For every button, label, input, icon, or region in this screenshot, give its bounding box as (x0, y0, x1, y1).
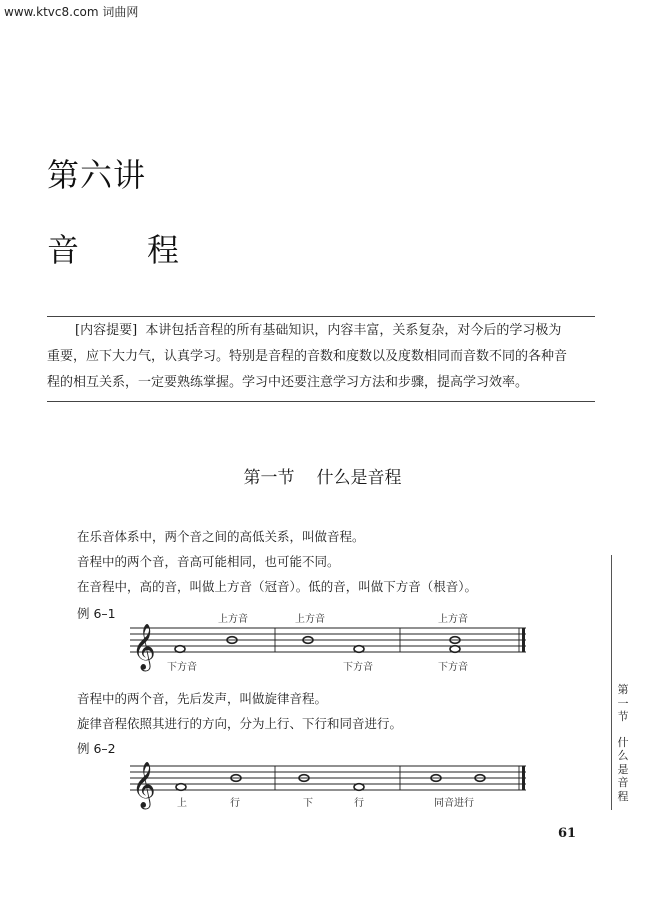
direction-label: 下 (303, 798, 313, 809)
paragraph-3: 在音程中，高的音，叫做上方音（冠音）。低的音，叫做下方音（根音）。 (77, 579, 478, 594)
sidebar-running-head (616, 683, 630, 803)
lower-note-label: 下方音 (343, 662, 373, 673)
lower-note-label: 下方音 (167, 662, 197, 673)
section-number: 第一节 (243, 468, 295, 488)
section-title: 什么是音程 (316, 468, 402, 488)
paragraph-4: 音程中的两个音，先后发声，叫做旋律音程。 (77, 691, 328, 706)
sidebar-section (616, 683, 630, 724)
summary-label: [内容提要] (75, 323, 138, 338)
direction-label: 同音进行 (434, 798, 474, 809)
direction-label: 上 (177, 798, 187, 809)
sidebar-rule (611, 555, 612, 810)
upper-note-label: 上方音 (295, 614, 325, 625)
example-2-staff (130, 750, 530, 810)
paragraph-1: 在乐音体系中，两个音之间的高低关系，叫做音程。 (77, 529, 365, 544)
lecture-number-title: 第六讲 (47, 156, 147, 194)
upper-note-label: 上方音 (438, 614, 468, 625)
page-number: 61 (558, 826, 577, 841)
note-lower-1 (175, 646, 185, 653)
paragraph-5: 旋律音程依照其进行的方向，分为上行、下行和同音进行。 (77, 716, 403, 731)
sidebar-char: 么 (617, 749, 629, 762)
sidebar-char: 音 (617, 776, 629, 789)
treble-clef-icon: 𝄞 (132, 762, 156, 808)
direction-label: 行 (354, 798, 364, 809)
upper-note-label: 上方音 (218, 614, 248, 625)
note-descending-2 (354, 784, 364, 791)
example-2-label: 例 6–2 (77, 741, 116, 756)
paragraph-2: 音程中的两个音，音高可能相同，也可能不同。 (77, 554, 340, 569)
sidebar-char: 一 (617, 696, 629, 710)
final-barline (522, 766, 525, 790)
summary-top-rule (47, 316, 595, 317)
note-lower-2 (354, 646, 364, 653)
section-heading (0, 463, 645, 488)
summary-text-1: 本讲包括音程的所有基础知识，内容丰富，关系复杂，对今后的学习极为 (145, 323, 562, 338)
content-summary (47, 318, 595, 396)
lecture-topic-title: 音 程 (47, 231, 198, 269)
sidebar-char: 是 (617, 762, 629, 776)
lower-note-label: 下方音 (438, 662, 468, 673)
sidebar-char: 第 (617, 683, 629, 696)
direction-label: 行 (230, 798, 240, 809)
note-ascending-1 (176, 784, 186, 791)
example-1-label: 例 6–1 (77, 606, 116, 621)
final-barline (522, 628, 525, 652)
note-lower-3 (450, 646, 460, 653)
summary-bottom-rule (47, 401, 595, 402)
example-1-staff (130, 612, 530, 676)
summary-line-1 (47, 318, 595, 344)
sidebar-title (616, 736, 630, 804)
summary-line-3: 程的相互关系，一定要熟练掌握。学习中还要注意学习方法和步骤，提高学习效率。 (47, 375, 529, 390)
sidebar-char: 程 (617, 789, 629, 803)
sidebar-char: 节 (617, 710, 629, 723)
watermark: www.ktvc8.com 词曲网 (4, 5, 139, 19)
sidebar-char: 什 (617, 735, 629, 749)
treble-clef-icon: 𝄞 (132, 624, 156, 670)
summary-line-2: 重要，应下大力气，认真学习。特别是音程的音数和度数以及度数相同而音数不同的各种音 (47, 349, 568, 364)
